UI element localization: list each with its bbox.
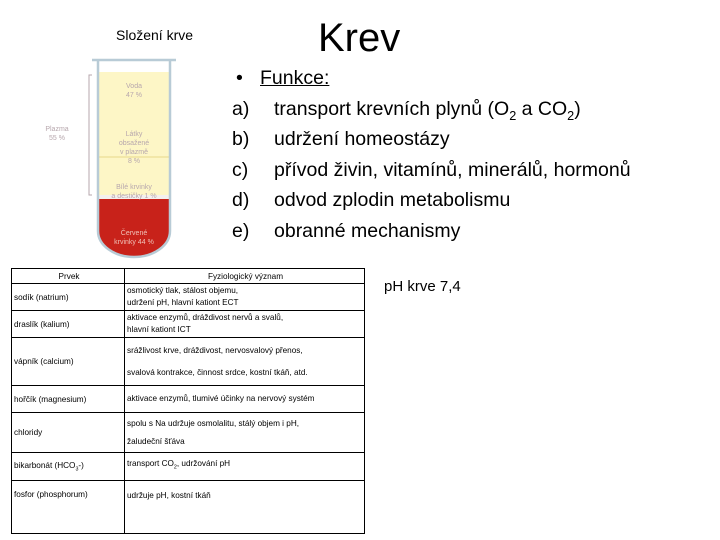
item-marker: c) — [232, 158, 249, 181]
header-significance: Fyziologický význam — [125, 269, 365, 284]
bullet-marker: • — [236, 67, 243, 89]
element-cell: draslík (kalium) — [12, 311, 125, 338]
table-row — [12, 284, 365, 311]
item-marker: b) — [232, 128, 250, 150]
table-row — [12, 311, 365, 338]
function-item — [232, 155, 712, 186]
significance-cell: udržuje pH, kostní tkáň — [125, 481, 365, 534]
substances-label: Látky obsažené v plazmě 8 % — [118, 131, 150, 165]
function-item — [232, 216, 712, 247]
element-cell: sodík (natrium) — [12, 284, 125, 311]
significance-cell: aktivace enzymů, tlumivé účinky na nervový systém — [125, 386, 365, 413]
significance-cell: aktivace enzymů, dráždivost nervů a svalů, hlavní kationt ICT — [125, 311, 365, 338]
table-row — [12, 386, 365, 413]
significance-cell: osmotický tlak, stálost objemu, udržení pH, hlavní kationt ECT — [125, 284, 365, 311]
table-row — [12, 481, 365, 534]
element-cell: chloridy — [12, 413, 125, 453]
table-row — [12, 338, 365, 386]
item-text: přívod živin, vitamínů, minerálů, hormonů — [274, 158, 631, 181]
image-caption: Složení krve — [116, 27, 194, 43]
item-text: udržení homeostázy — [274, 128, 450, 150]
item-text: transport krevních plynů ($O_2$ a $CO_2$) — [274, 97, 581, 123]
header-element: Prvek — [12, 269, 125, 284]
item-marker: d) — [232, 189, 250, 211]
elements-table — [11, 268, 365, 534]
item-text: odvod zplodin metabolismu — [274, 189, 511, 211]
item-marker: e) — [232, 219, 250, 242]
table-row — [12, 453, 365, 481]
element-cell: vápník (calcium) — [12, 338, 125, 386]
red-cells-label: Červené krvinky 44 % — [114, 230, 154, 246]
slide-title: Krev — [318, 16, 401, 60]
blood-composition-figure — [40, 55, 230, 265]
element-cell: hořčík (magnesium) — [12, 386, 125, 413]
table-row — [12, 413, 365, 453]
significance-cell: srážlivost krve, dráždivost, nervosvalový přenos, svalová kontrakce, činnost srdce, kostní tkáň, atd. — [125, 338, 365, 386]
significance-cell: spolu s Na udržuje osmolalitu, stálý objem i pH, žaludeční šťáva — [125, 413, 365, 453]
function-item — [232, 124, 712, 155]
water-label: Voda 47 % — [126, 83, 142, 99]
functions-list — [232, 63, 712, 246]
item-text: obranné mechanismy — [274, 219, 461, 242]
function-item — [232, 94, 712, 125]
white-cells-label: Bílé krvinky a destičky 1 % — [111, 184, 157, 200]
functions-heading-row — [232, 63, 712, 94]
item-marker: a) — [232, 97, 250, 120]
functions-heading: Funkce: — [260, 67, 330, 89]
function-item — [232, 185, 712, 216]
ph-note: pH krve 7,4 — [384, 278, 461, 295]
element-cell: bikarbonát $(HCO_3-)$ — [12, 453, 125, 481]
element-cell: fosfor (phosphorum) — [12, 481, 125, 534]
plasma-bracket — [89, 75, 92, 195]
significance-cell: transport $CO_2$, udržování pH — [125, 453, 365, 481]
plasma-label: Plazma 55 % — [45, 126, 69, 142]
table-header-row — [12, 269, 365, 284]
